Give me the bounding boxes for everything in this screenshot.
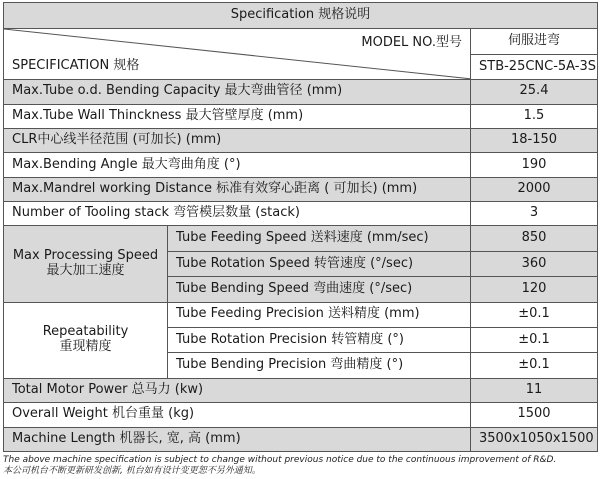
spec-row xyxy=(4,128,598,152)
footnote-en: The above machine specification is subject to change without previous notice due to the continuous improvement of R&D. xyxy=(3,455,557,465)
spec-row xyxy=(4,104,598,128)
spec-value-cell: 2000 xyxy=(471,177,598,201)
repeatability-row xyxy=(4,302,598,327)
spec-value-cell: 3 xyxy=(471,202,598,226)
spec-row xyxy=(4,403,598,427)
speed-label-cell: Tube Bending Speed 弯曲速度 (°/sec) xyxy=(168,277,471,302)
footnote xyxy=(3,455,556,477)
title-row xyxy=(4,3,598,29)
spec-label-cell: Max.Tube o.d. Bending Capacity 最大弯曲管径 (mm) xyxy=(4,80,471,104)
speed-row xyxy=(4,226,598,251)
speed-group-label xyxy=(4,226,168,302)
model-label: MODEL NO.型号 xyxy=(361,35,462,51)
table-title: Specification 规格说明 xyxy=(4,3,598,29)
spec-value-cell: 18-150 xyxy=(471,128,598,152)
speed-group-label-cn: 最大加工速度 xyxy=(46,263,125,279)
repeat-value-cell: ±0.1 xyxy=(471,302,598,327)
repeat-group-label-en: Repeatability xyxy=(42,324,129,340)
spec-row xyxy=(4,202,598,226)
repeat-value-cell: ±0.1 xyxy=(471,353,598,378)
spec-label-cell: Max.Mandrel working Distance 标准有效穿心距离 ( 可加长) (mm) xyxy=(4,177,471,201)
spec-row xyxy=(4,378,598,402)
spec-value-cell: 1.5 xyxy=(471,104,598,128)
header-row-1 xyxy=(4,29,598,54)
speed-label-cell: Tube Feeding Speed 送料速度 (mm/sec) xyxy=(168,226,471,251)
specification-table xyxy=(3,2,598,452)
repeat-value-cell: ±0.1 xyxy=(471,328,598,353)
spec-value-cell: 3500x1050x1500 xyxy=(471,427,598,451)
spec-value-cell: 1500 xyxy=(471,403,598,427)
spec-label: SPECIFICATION 规格 xyxy=(12,58,140,74)
spec-label-cell: Overall Weight 机台重量 (kg) xyxy=(4,403,471,427)
footnote-cn: 本公司机台不断更新研发创新, 机台如有设计变更恕不另外通知。 xyxy=(3,466,261,476)
repeat-group-label-cn: 重现精度 xyxy=(59,339,112,355)
header-diagonal-cell xyxy=(4,29,471,80)
spec-label-cell: CLR中心线半径范围 (可加长) (mm) xyxy=(4,128,471,152)
spec-label-cell: Total Motor Power 总马力 (kw) xyxy=(4,378,471,402)
spec-row xyxy=(4,177,598,201)
repeat-label-cell: Tube Bending Precision 弯曲精度 (°) xyxy=(168,353,471,378)
spec-label-cell: Max.Bending Angle 最大弯曲角度 (°) xyxy=(4,153,471,177)
spec-value-cell: 190 xyxy=(471,153,598,177)
spec-value-cell: 25.4 xyxy=(471,80,598,104)
spec-label-cell: Number of Tooling stack 弯管模层数量 (stack) xyxy=(4,202,471,226)
spec-row xyxy=(4,80,598,104)
model-code: STB-25CNC-5A-3S xyxy=(471,54,598,79)
repeat-group-label xyxy=(4,302,168,378)
spec-label-cell: Machine Length 机器长, 宽, 高 (mm) xyxy=(4,427,471,451)
repeat-label-cell: Tube Rotation Precision 转管精度 (°) xyxy=(168,328,471,353)
speed-value-cell: 850 xyxy=(471,226,598,251)
spec-value-cell: 11 xyxy=(471,378,598,402)
speed-value-cell: 360 xyxy=(471,251,598,276)
model-name: 伺服进弯 xyxy=(471,29,598,54)
spec-row xyxy=(4,153,598,177)
speed-label-cell: Tube Rotation Speed 转管速度 (°/sec) xyxy=(168,251,471,276)
speed-group-label-en: Max Processing Speed xyxy=(12,248,159,264)
spec-label-cell: Max.Tube Wall Thinckness 最大管壁厚度 (mm) xyxy=(4,104,471,128)
spec-row xyxy=(4,427,598,451)
speed-value-cell: 120 xyxy=(471,277,598,302)
repeat-label-cell: Tube Feeding Precision 送料精度 (mm) xyxy=(168,302,471,327)
